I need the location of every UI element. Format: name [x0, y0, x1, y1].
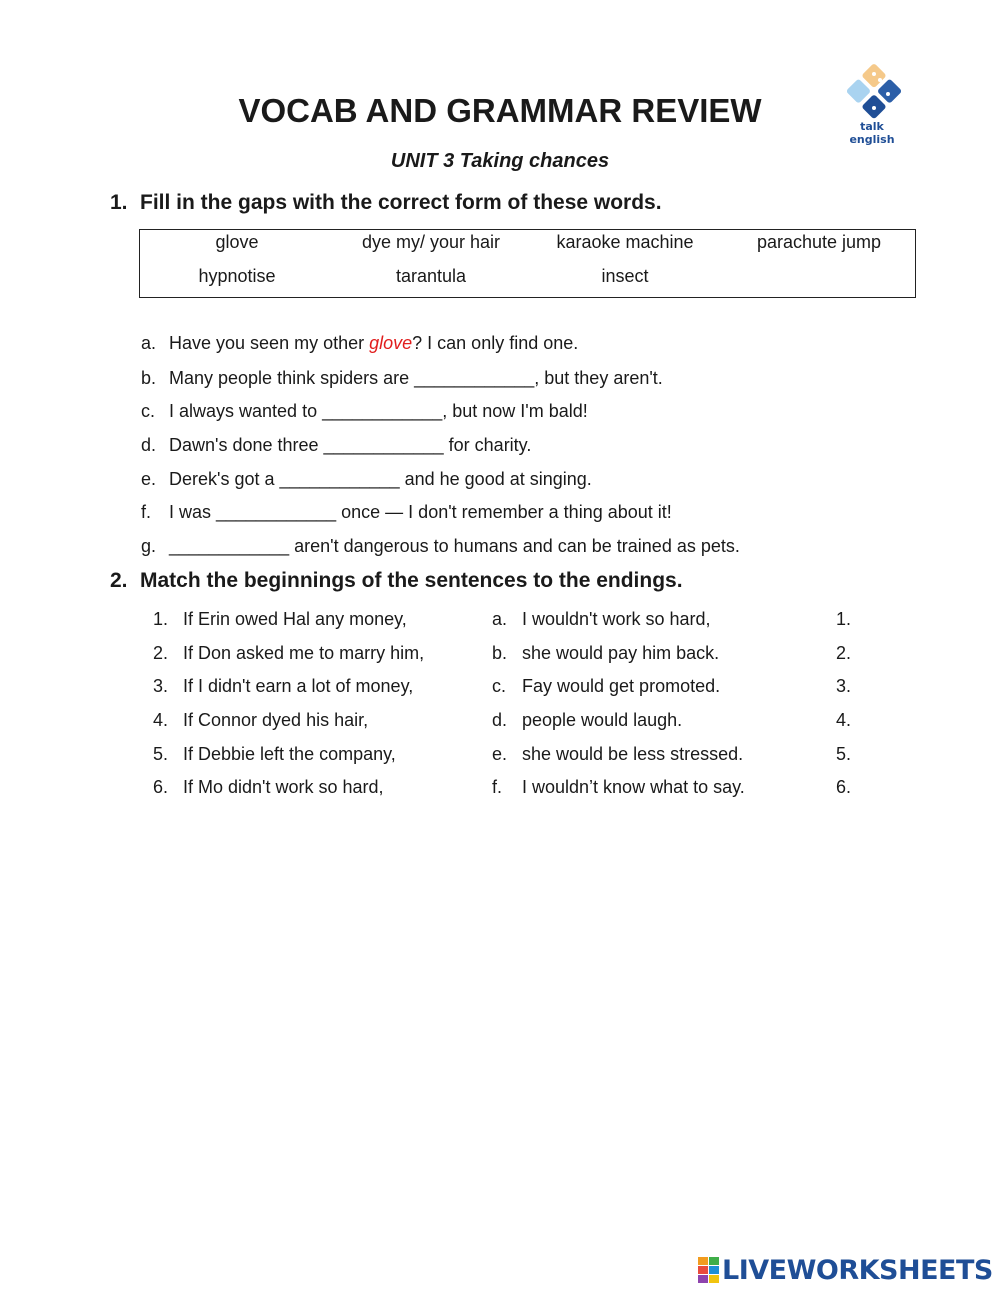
match-ending: I wouldn't work so hard,: [522, 609, 711, 629]
match-beginning: If Erin owed Hal any money,: [183, 609, 407, 629]
match-answer-field[interactable]: 3.: [836, 676, 852, 696]
word-bank-item: karaoke machine: [556, 232, 694, 252]
question-text[interactable]: Dawn's done three ____________ for charity.: [169, 435, 532, 455]
word-bank-item: insect: [601, 266, 649, 286]
word-bank-item: parachute jump: [756, 232, 882, 252]
logo-text: talk english: [849, 120, 895, 146]
match-answer-field[interactable]: 2.: [836, 643, 852, 663]
match-ending: Fay would get promoted.: [522, 676, 721, 696]
match-number: 2.: [153, 643, 169, 663]
match-ending: she would be less stressed.: [522, 744, 744, 764]
section-2-heading: [110, 569, 683, 593]
match-letter: e.: [492, 744, 508, 764]
question-letter: g.: [141, 536, 157, 556]
match-ending: she would pay him back.: [522, 643, 720, 663]
match-letter: c.: [492, 676, 507, 696]
word-bank-item: hypnotise: [198, 266, 276, 286]
section-number: 1.: [110, 191, 128, 214]
match-beginning: If Debbie left the company,: [183, 744, 396, 764]
question-letter: b.: [141, 368, 157, 388]
question-text-before: Have you seen my other: [169, 333, 370, 353]
match-letter: b.: [492, 643, 508, 663]
word-box: [139, 229, 916, 298]
match-answer-field[interactable]: 1.: [836, 609, 852, 629]
match-answer-field[interactable]: 5.: [836, 744, 852, 764]
match-beginning: If Connor dyed his hair,: [183, 710, 369, 730]
match-number: 6.: [153, 777, 169, 797]
question-letter: a.: [141, 333, 157, 353]
match-number: 1.: [153, 609, 169, 629]
match-number: 4.: [153, 710, 169, 730]
question-text[interactable]: I was ____________ once — I don't remember a thing about it!: [169, 502, 672, 522]
question-a: [141, 333, 578, 354]
match-beginning: If Mo didn't work so hard,: [183, 777, 384, 797]
match-number: 5.: [153, 744, 169, 764]
question-letter: e.: [141, 469, 157, 489]
section-heading-text: Fill in the gaps with the correct form of these words.: [140, 191, 662, 214]
question-text[interactable]: Derek's got a ____________ and he good at singing.: [169, 469, 592, 489]
match-ending: people would laugh.: [522, 710, 683, 730]
question-letter: c.: [141, 401, 156, 421]
page-title: VOCAB AND GRAMMAR REVIEW: [238, 92, 762, 129]
liveworksheets-footer: [698, 1255, 998, 1285]
question-text-after: ? I can only find one.: [412, 333, 579, 353]
match-answer-field[interactable]: 6.: [836, 777, 852, 797]
liveworksheets-logo-icon: [698, 1257, 720, 1283]
question-f: [141, 502, 672, 523]
word-bank-item: dye my/ your hair: [361, 232, 501, 252]
question-c: [141, 401, 588, 422]
question-e: [141, 469, 592, 490]
word-bank-item: glove: [215, 232, 259, 252]
word-bank-item: tarantula: [395, 266, 467, 286]
answer-field[interactable]: glove: [369, 333, 413, 353]
question-text[interactable]: I always wanted to ____________, but now I'm bald!: [169, 401, 588, 421]
match-beginning: If Don asked me to marry him,: [183, 643, 425, 663]
match-number: 3.: [153, 676, 169, 696]
question-g: [141, 536, 740, 557]
match-letter: d.: [492, 710, 508, 730]
section-heading-text: Match the beginnings of the sentences to the endings.: [140, 569, 683, 592]
unit-subtitle: UNIT 3 Taking chances: [390, 150, 610, 172]
match-letter: a.: [492, 609, 508, 629]
question-text[interactable]: ____________ aren't dangerous to humans and can be trained as pets.: [169, 536, 740, 556]
match-letter: f.: [492, 777, 503, 797]
question-letter: f.: [141, 502, 152, 522]
section-number: 2.: [110, 569, 128, 592]
question-d: [141, 435, 531, 456]
footer-brand[interactable]: LIVEWORKSHEETS: [722, 1255, 993, 1286]
match-answer-field[interactable]: 4.: [836, 710, 852, 730]
question-letter: d.: [141, 435, 157, 455]
match-ending: I wouldn’t know what to say.: [522, 777, 745, 797]
section-1-heading: [110, 191, 662, 215]
question-b: [141, 368, 663, 389]
match-beginning: If I didn't earn a lot of money,: [183, 676, 414, 696]
question-text[interactable]: Many people think spiders are ____________, but they aren't.: [169, 368, 663, 388]
